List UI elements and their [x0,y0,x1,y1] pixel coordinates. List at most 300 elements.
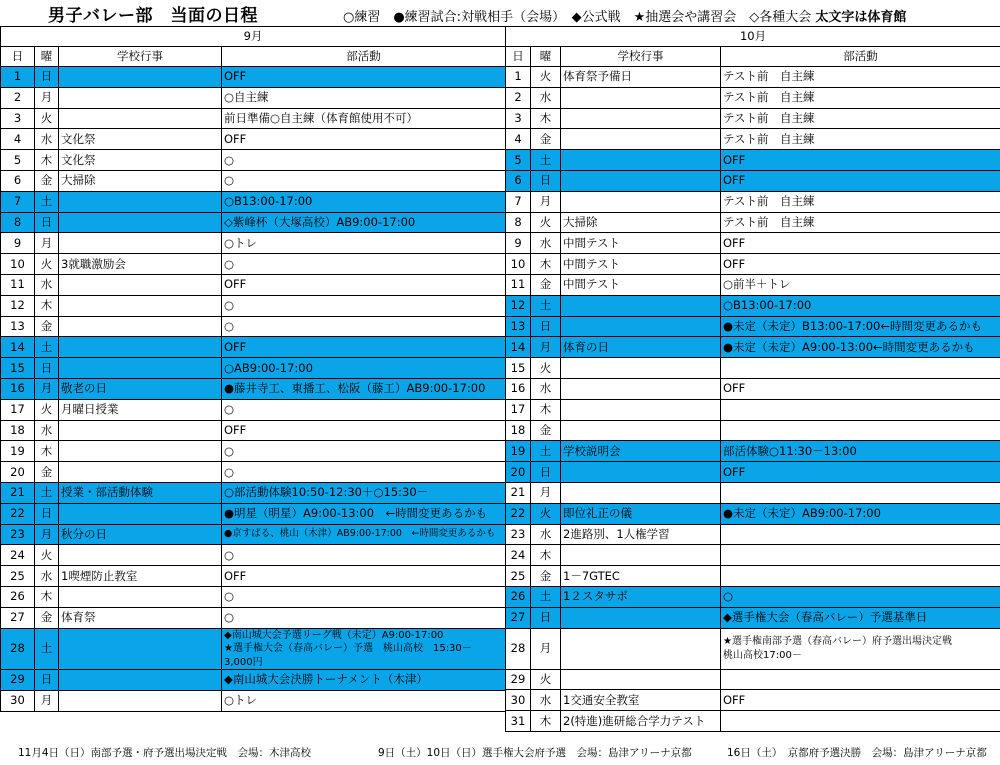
school-event-cell: 2(特進)進研総合学力テスト [561,711,721,732]
club-activity-cell: OFF [721,462,1000,483]
school-event-cell [59,212,222,233]
club-activity-cell: テスト前 自主練 [721,191,1000,212]
day-cell: 20 [506,462,531,483]
day-cell: 3 [506,108,531,129]
day-cell: 25 [1,566,35,587]
weekday-cell: 金 [531,129,561,150]
club-activity-cell [721,628,1000,669]
club-activity-cell: OFF [721,254,1000,275]
club-activity-cell: テスト前 自主練 [721,87,1000,108]
day-cell: 29 [506,669,531,690]
club-activity-cell: ●未定（未定）A9:00-13:00←時間変更あるかも [721,337,1000,358]
day-cell: 29 [1,670,35,691]
weekday-cell: 日 [35,212,59,233]
day-cell: 15 [506,358,531,379]
club-activity-cell: ○トレ [222,233,506,254]
weekday-cell: 日 [531,170,561,191]
club-activity-cell: OFF [721,150,1000,171]
club-activity-cell: ○ [222,586,506,607]
club-activity-line: ★選手権大会（春高バレー）予選 桃山高校 15:30－ [224,643,472,655]
footer-note-2: 9日（土）10日（日）選手権大会府予選 会場：島津アリーナ京都 [378,747,692,759]
school-event-cell [59,295,222,316]
weekday-cell: 土 [35,482,59,503]
day-cell: 24 [1,545,35,566]
club-activity-cell [721,399,1000,420]
schedule-row [506,690,1000,711]
schedule-row [506,482,1000,503]
day-cell: 22 [506,503,531,524]
club-activity-cell [721,566,1000,587]
club-activity-cell: OFF [222,129,506,150]
day-cell: 7 [1,191,35,212]
day-cell: 2 [1,87,35,108]
club-activity-cell: ○ [222,441,506,462]
day-cell: 4 [1,129,35,150]
schedule-row [506,212,1000,233]
club-activity-cell: OFF [721,170,1000,191]
schedule-row [1,129,506,150]
day-cell: 28 [1,628,35,670]
school-event-cell: 文化祭 [59,150,222,171]
day-cell: 8 [1,212,35,233]
weekday-cell: 水 [531,690,561,711]
school-event-cell: 大掃除 [59,170,222,191]
club-activity-cell: ○ [222,150,506,171]
school-event-cell [561,482,721,503]
weekday-cell: 水 [531,233,561,254]
weekday-cell: 土 [531,295,561,316]
day-cell: 5 [506,150,531,171]
school-event-cell: 1交通安全教室 [561,690,721,711]
weekday-cell: 火 [35,399,59,420]
day-cell: 30 [506,690,531,711]
weekday-cell: 水 [35,129,59,150]
day-cell: 14 [506,337,531,358]
club-activity-cell: 前日準備○自主練（体育館使用不可） [222,108,506,129]
schedule-row [1,545,506,566]
weekday-cell: 火 [35,545,59,566]
school-event-cell [59,462,222,483]
schedule-row [506,358,1000,379]
page-title: 男子バレー部 当面の日程 [48,6,258,26]
weekday-cell: 土 [35,628,59,670]
school-event-cell [59,233,222,254]
school-event-cell: 2進路別、1人権学習 [561,524,721,545]
day-cell: 3 [1,108,35,129]
schedule-row [506,191,1000,212]
day-cell: 18 [506,420,531,441]
club-activity-cell: ○トレ [222,690,506,711]
day-cell: 10 [1,254,35,275]
weekday-cell: 金 [35,316,59,337]
day-cell: 10 [506,254,531,275]
schedule-row [506,503,1000,524]
school-event-cell [59,420,222,441]
day-cell: 12 [506,295,531,316]
day-cell: 14 [1,337,35,358]
school-event-cell [59,337,222,358]
day-cell: 21 [506,482,531,503]
school-event-cell [561,669,721,690]
school-event-cell: 1－7GTEC [561,566,721,587]
schedule-row [506,524,1000,545]
day-cell: 30 [1,690,35,711]
schedule-row [1,212,506,233]
schedule-row [1,628,506,670]
schedule-row [506,586,1000,607]
school-event-cell [561,358,721,379]
school-event-cell [59,545,222,566]
club-activity-cell: ○ [222,607,506,628]
schedule-row [1,586,506,607]
schedule-row [506,87,1000,108]
schedule-row [1,482,506,503]
club-activity-cell: ◆選手権大会（春高バレー）予選基準日 [721,607,1000,628]
club-activity-cell: テスト前 自主練 [721,129,1000,150]
school-event-cell: 学校説明会 [561,441,721,462]
club-activity-line: 桃山高校17:00－ [723,649,802,661]
school-event-cell: 中間テスト [561,233,721,254]
weekday-cell: 金 [35,462,59,483]
col-header-club: 部活動 [222,47,506,67]
day-cell: 27 [1,607,35,628]
schedule-row [506,711,1000,732]
schedule-row [506,316,1000,337]
schedule-row [1,358,506,379]
school-event-cell [561,545,721,566]
weekday-cell: 月 [35,87,59,108]
schedule-row [506,170,1000,191]
weekday-cell: 日 [531,316,561,337]
club-activity-cell [721,524,1000,545]
school-event-cell [561,150,721,171]
day-cell: 28 [506,628,531,669]
weekday-cell: 土 [35,337,59,358]
school-event-cell [59,316,222,337]
weekday-cell: 火 [531,503,561,524]
school-event-cell: 1喫煙防止教室 [59,566,222,587]
day-cell: 16 [506,378,531,399]
club-activity-cell [222,628,506,670]
club-activity-cell: ●明星（明星）A9:00-13:00 ←時間変更あるかも [222,503,506,524]
school-event-cell [561,420,721,441]
month-header-october: 10月 [506,27,1000,47]
school-event-cell: 1２スタサポ [561,586,721,607]
school-event-cell [59,690,222,711]
weekday-cell: 火 [531,358,561,379]
schedule-row [1,462,506,483]
weekday-cell: 月 [35,690,59,711]
club-activity-cell: ○部活動体験10:50-12:30＋○15:30－ [222,482,506,503]
weekday-cell: 金 [531,420,561,441]
school-event-cell [561,87,721,108]
footer-note-1: 11月4日（日）南部予選・府予選出場決定戦 会場：木津高校 [18,747,312,759]
weekday-cell: 金 [531,274,561,295]
weekday-cell: 木 [35,441,59,462]
school-event-cell [59,358,222,379]
schedule-row [1,274,506,295]
club-activity-cell: OFF [721,378,1000,399]
weekday-cell: 木 [35,295,59,316]
schedule-row [1,566,506,587]
weekday-cell: 土 [35,191,59,212]
weekday-cell: 水 [35,566,59,587]
weekday-cell: 金 [531,566,561,587]
club-activity-cell: ○自主練 [222,87,506,108]
day-cell: 2 [506,87,531,108]
club-activity-cell [721,420,1000,441]
day-cell: 20 [1,462,35,483]
legend [343,6,906,25]
schedule-row [506,378,1000,399]
weekday-cell: 水 [531,378,561,399]
club-activity-cell [721,711,1000,732]
weekday-cell: 火 [35,108,59,129]
schedule-row [506,129,1000,150]
weekday-cell: 水 [531,524,561,545]
day-cell: 26 [1,586,35,607]
schedule-row [1,108,506,129]
club-activity-cell: テスト前 自主練 [721,212,1000,233]
schedule-row [506,150,1000,171]
school-event-cell: 3就職激励会 [59,254,222,275]
club-activity-cell: ○ [222,316,506,337]
footer-note-3: 16日（土） 京都府予選決勝 会場：島津アリーナ京都 [727,747,987,759]
school-event-cell: 敬老の日 [59,378,222,399]
school-event-cell [59,628,222,670]
school-event-cell [561,316,721,337]
schedule-row [506,566,1000,587]
day-cell: 31 [506,711,531,732]
weekday-cell: 土 [531,150,561,171]
weekday-cell: 火 [531,212,561,233]
weekday-cell: 月 [531,628,561,669]
schedule-row [506,669,1000,690]
club-activity-cell [721,545,1000,566]
school-event-cell: 体育祭予備日 [561,67,721,88]
club-activity-cell: ◇紫峰杯（大塚高校）AB9:00-17:00 [222,212,506,233]
day-cell: 25 [506,566,531,587]
club-activity-cell [721,482,1000,503]
weekday-cell: 月 [531,482,561,503]
day-cell: 21 [1,482,35,503]
school-event-cell [59,67,222,88]
day-cell: 23 [1,524,35,545]
school-event-cell: 秋分の日 [59,524,222,545]
weekday-cell: 木 [531,254,561,275]
school-event-cell [561,399,721,420]
weekday-cell: 火 [35,254,59,275]
day-cell: 6 [1,170,35,191]
school-event-cell: 体育の日 [561,337,721,358]
day-cell: 1 [506,67,531,88]
school-event-cell [561,170,721,191]
club-activity-cell: OFF [222,274,506,295]
weekday-cell: 月 [531,191,561,212]
club-activity-cell: ○ [222,254,506,275]
club-activity-cell: ○B13:00-17:00 [721,295,1000,316]
day-cell: 19 [506,441,531,462]
school-event-cell [59,441,222,462]
weekday-cell: 木 [531,399,561,420]
weekday-cell: 月 [531,337,561,358]
schedule-row [506,254,1000,275]
weekday-cell: 木 [531,711,561,732]
school-event-cell [561,108,721,129]
club-activity-cell: ◆南山城大会決勝トーナメント（木津） [222,670,506,691]
club-activity-cell: OFF [222,566,506,587]
schedule-row [1,690,506,711]
day-cell: 13 [1,316,35,337]
month-header-september: 9月 [1,27,506,47]
schedule-row [1,87,506,108]
weekday-cell: 木 [35,150,59,171]
schedule-row [1,670,506,691]
weekday-cell: 水 [35,420,59,441]
school-event-cell [59,586,222,607]
schedule-table-october [505,26,1000,732]
school-event-cell [59,87,222,108]
schedule-row [506,399,1000,420]
day-cell: 24 [506,545,531,566]
day-cell: 23 [506,524,531,545]
schedule-row [506,233,1000,254]
schedule-row [506,295,1000,316]
weekday-cell: 月 [35,524,59,545]
day-cell: 19 [1,441,35,462]
weekday-cell: 金 [35,607,59,628]
school-event-cell [561,628,721,669]
club-activity-line: ◆南山城大会予選リーグ戦（未定）A9:00-17:00 [224,629,444,641]
day-cell: 18 [1,420,35,441]
day-cell: 11 [1,274,35,295]
school-event-cell: 月曜日授業 [59,399,222,420]
school-event-cell [561,191,721,212]
weekday-cell: 火 [531,67,561,88]
club-activity-cell: ●未定（未定）B13:00-17:00←時間変更あるかも [721,316,1000,337]
day-cell: 22 [1,503,35,524]
club-activity-cell: OFF [222,420,506,441]
school-event-cell [561,129,721,150]
page-header [0,0,1000,26]
weekday-cell: 日 [35,67,59,88]
club-activity-cell: OFF [721,690,1000,711]
weekday-cell: 金 [35,170,59,191]
school-event-cell [561,378,721,399]
day-cell: 26 [506,586,531,607]
school-event-cell: 大掃除 [561,212,721,233]
schedule-row [1,399,506,420]
weekday-cell: 日 [35,358,59,379]
school-event-cell [561,607,721,628]
weekday-cell: 土 [531,441,561,462]
schedule-row [1,503,506,524]
club-activity-cell: OFF [721,233,1000,254]
school-event-cell: 即位礼正の儀 [561,503,721,524]
weekday-cell: 木 [531,108,561,129]
schedule-row [1,295,506,316]
schedule-row [1,316,506,337]
schedule-row [506,545,1000,566]
day-cell: 4 [506,129,531,150]
club-activity-cell [721,358,1000,379]
school-event-cell [59,503,222,524]
weekday-cell: 月 [35,233,59,254]
weekday-cell: 日 [35,503,59,524]
weekday-cell: 日 [531,462,561,483]
club-activity-cell: OFF [222,337,506,358]
club-activity-cell: ●未定（未定）AB9:00-17:00 [721,503,1000,524]
day-cell: 8 [506,212,531,233]
weekday-cell: 火 [531,669,561,690]
school-event-cell: 授業・部活動体験 [59,482,222,503]
day-cell: 9 [1,233,35,254]
school-event-cell [59,108,222,129]
col-header-school: 学校行事 [59,47,222,67]
schedule-row [1,191,506,212]
day-cell: 7 [506,191,531,212]
schedule-row [1,420,506,441]
weekday-cell: 月 [35,378,59,399]
club-activity-cell: ○ [222,545,506,566]
club-activity-cell: ○AB9:00-17:00 [222,358,506,379]
weekday-cell: 水 [35,274,59,295]
school-event-cell [59,670,222,691]
day-cell: 9 [506,233,531,254]
weekday-cell: 木 [531,545,561,566]
school-event-cell: 中間テスト [561,254,721,275]
school-event-cell [59,191,222,212]
day-cell: 1 [1,67,35,88]
club-activity-cell: OFF [222,67,506,88]
day-cell: 13 [506,316,531,337]
club-activity-cell: テスト前 自主練 [721,67,1000,88]
day-cell: 27 [506,607,531,628]
school-event-cell: 文化祭 [59,129,222,150]
day-cell: 11 [506,274,531,295]
club-activity-cell: ○前半＋トレ [721,274,1000,295]
schedule-table-september [0,26,506,712]
schedule-row [506,607,1000,628]
col-header-weekday: 曜 [35,47,59,67]
club-activity-cell: ○B13:00-17:00 [222,191,506,212]
day-cell: 16 [1,378,35,399]
schedule-row [1,337,506,358]
club-activity-cell: ●藤井寺工、東播工、松阪（藤工）AB9:00-17:00 [222,378,506,399]
club-activity-cell: ○ [222,170,506,191]
schedule-row [1,170,506,191]
day-cell: 15 [1,358,35,379]
col-header-day: 日 [1,47,35,67]
schedule-row [506,462,1000,483]
school-event-cell: 体育祭 [59,607,222,628]
schedule-row [1,150,506,171]
club-activity-line: ★選手権南部予選（春高バレー）府予選出場決定戦 [723,636,952,648]
schedule-row [506,337,1000,358]
school-event-cell [561,295,721,316]
schedule-row [1,67,506,88]
club-activity-cell: ○ [721,586,1000,607]
day-cell: 5 [1,150,35,171]
club-activity-cell: ●京すばる、桃山（木津）AB9:00-17:00 ←時間変更あるかも [222,524,506,545]
club-activity-line: 3,000円 [224,656,263,668]
col-header-weekday: 曜 [531,47,561,67]
school-event-cell: 中間テスト [561,274,721,295]
col-header-club: 部活動 [721,47,1000,67]
schedule-row [506,274,1000,295]
weekday-cell: 日 [35,670,59,691]
club-activity-cell [721,669,1000,690]
